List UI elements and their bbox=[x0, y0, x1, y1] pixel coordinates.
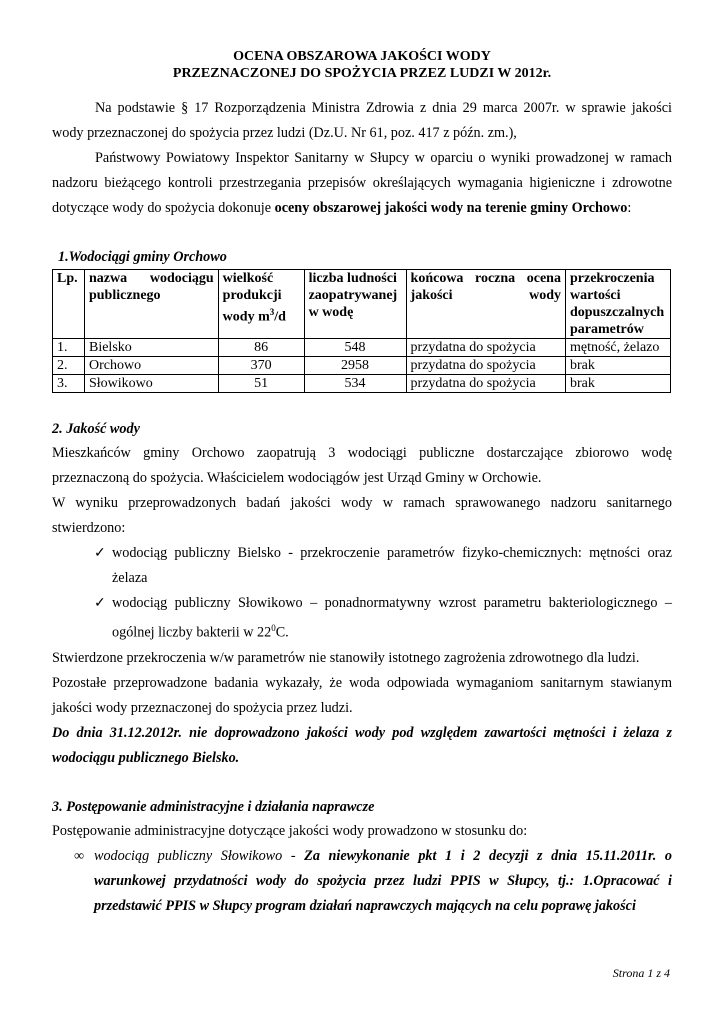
finding-1-text: wodociąg publiczny Bielsko - przekroczenie parametrów fizyko-chemicznych: mętności oraz żelaza bbox=[112, 545, 672, 586]
header-exceedances: przekroczenia wartości dopuszczalnych parametrów bbox=[565, 270, 670, 339]
cell-population: 548 bbox=[304, 339, 406, 357]
list-item bbox=[94, 541, 672, 591]
cell-name: Słowikowo bbox=[84, 375, 218, 393]
table-row bbox=[53, 339, 671, 357]
cell-production: 370 bbox=[218, 357, 304, 375]
header-production-text: wielkość produkcji wody m bbox=[222, 271, 282, 325]
list-item bbox=[94, 591, 672, 646]
cell-population: 534 bbox=[304, 375, 406, 393]
table-row bbox=[53, 375, 671, 393]
section-2-paragraph-4: Pozostałe przeprowadzone badania wykazały, że woda odpowiada wymaganiom sanitarnym stawianym jakości wody przeznaczonej do spożycia przez ludzi. bbox=[52, 674, 672, 716]
waterworks-table bbox=[52, 269, 671, 393]
procedure-1-text: wodociąg publiczny Słowikowo - bbox=[94, 847, 305, 864]
check-icon: ✓ bbox=[94, 595, 106, 611]
finding-2-text: wodociąg publiczny Słowikowo – ponadnormatywny wzrost parametru bakteriologicznego – ogólnej liczby bakterii w 22 bbox=[112, 595, 672, 641]
cell-lp: 1. bbox=[53, 339, 85, 357]
section-2-heading: 2. Jakość wody bbox=[52, 421, 140, 437]
header-assessment: końcowa roczna ocena jakości wody bbox=[406, 270, 565, 339]
cell-assessment: przydatna do spożycia bbox=[406, 375, 565, 393]
section-2-paragraph-1: Mieszkańców gminy Orchowo zaopatrują 3 wodociągi publiczne dostarczające zbiorowo wodę przeznaczoną do spożycia. Właścicielem wodociągów jest Urząd Gminy w Orchowie. bbox=[52, 445, 672, 486]
cell-lp: 3. bbox=[53, 375, 85, 393]
section-3-paragraph-1: Postępowanie administracyjne dotyczące jakości wody prowadzono w stosunku do: bbox=[52, 822, 528, 839]
document-page bbox=[52, 48, 672, 919]
cell-population: 2958 bbox=[304, 357, 406, 375]
cell-exceedances: brak bbox=[565, 357, 670, 375]
list-item bbox=[74, 844, 672, 919]
section-2-paragraph-3: Stwierdzone przekroczenia w/w parametrów nie stanowiły istotnego zagrożenia zdrowotnego dla ludzi. bbox=[52, 649, 640, 666]
cell-exceedances: brak bbox=[565, 375, 670, 393]
table-header-row bbox=[53, 270, 671, 339]
header-name: nazwa wodociągu publicznego bbox=[84, 270, 218, 339]
cell-production: 51 bbox=[218, 375, 304, 393]
cell-assessment: przydatna do spożycia bbox=[406, 357, 565, 375]
section-2-paragraph-5: Do dnia 31.12.2012r. nie doprowadzono jakości wody pod względem zawartości mętności i żelaza z wodociągu publicznego Bielsko. bbox=[52, 724, 672, 766]
intro-p2-text: Państwowy Powiatowy Inspektor Sanitarny w Słupcy w oparciu o wyniki prowadzonej w ramach nadzoru bieżącego kontroli przestrzegania przepisów określających wymagania higieniczne i zdrowotne dotyczące wody do spożycia dokonuje bbox=[52, 150, 672, 216]
cell-name: Orchowo bbox=[84, 357, 218, 375]
intro-paragraph-2 bbox=[52, 146, 672, 221]
finding-2-sup: 0 bbox=[271, 623, 276, 633]
procedures-list bbox=[52, 844, 672, 919]
title-line-2: PRZEZNACZONEJ DO SPOŻYCIA PRZEZ LUDZI W 2012r. bbox=[172, 66, 552, 81]
infinity-icon: ∞ bbox=[74, 847, 85, 864]
header-population: liczba ludności zaopatrywanej w wodę bbox=[304, 270, 406, 339]
document-title bbox=[52, 48, 672, 82]
header-production-unit: /d bbox=[274, 309, 286, 325]
intro-p2-end: : bbox=[627, 200, 632, 216]
cell-assessment: przydatna do spożycia bbox=[406, 339, 565, 357]
section-1-heading: 1.Wodociągi gminy Orchowo bbox=[58, 249, 227, 265]
finding-2-unit: C. bbox=[275, 624, 289, 641]
header-production bbox=[218, 270, 304, 339]
section-2-paragraph-2: W wyniku przeprowadzonych badań jakości wody w ramach sprawowanego nadzoru sanitarnego stwierdzono: bbox=[52, 495, 672, 536]
findings-list bbox=[52, 541, 672, 646]
cell-name: Bielsko bbox=[84, 339, 218, 357]
intro-paragraph-1: Na podstawie § 17 Rozporządzenia Ministra Zdrowia z dnia 29 marca 2007r. w sprawie jakości wody przeznaczonej do spożycia przez ludzi (Dz.U. Nr 61, poz. 417 z późn. zm.), bbox=[52, 100, 672, 141]
section-3-heading: 3. Postępowanie administracyjne i działania naprawcze bbox=[52, 798, 375, 815]
title-line-1: OCENA OBSZAROWA JAKOŚCI WODY bbox=[233, 49, 491, 64]
cell-exceedances: mętność, żelazo bbox=[565, 339, 670, 357]
header-production-sup: 3 bbox=[269, 307, 275, 317]
table-row bbox=[53, 357, 671, 375]
procedure-1-bold: Za niewykonanie pkt 1 i 2 decyzji z dnia 15.11.2011r. o warunkowej przydatności wody do spożycia przez ludzi PPIS w Słupcy, tj.: 1.Opracować i przedstawić PPIS w Słupcy program działań naprawczych mających na celu poprawę jakości bbox=[94, 847, 672, 914]
page-footer: Strona 1 z 4 bbox=[612, 966, 670, 980]
header-lp: Lp. bbox=[53, 270, 85, 339]
cell-production: 86 bbox=[218, 339, 304, 357]
cell-lp: 2. bbox=[53, 357, 85, 375]
check-icon: ✓ bbox=[94, 545, 106, 561]
intro-p2-bold: oceny obszarowej jakości wody na terenie gminy Orchowo bbox=[274, 200, 628, 216]
